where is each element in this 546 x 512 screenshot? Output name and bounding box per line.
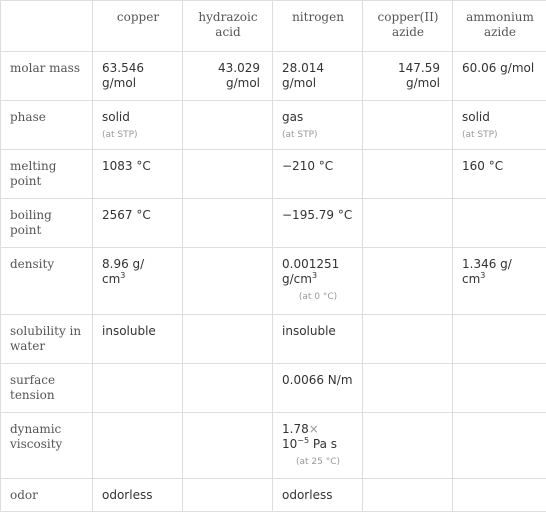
row-label: dynamic viscosity <box>1 413 93 479</box>
condition-note: (at STP) <box>102 128 174 143</box>
value-text: 8.96 g/ <box>102 257 144 271</box>
value-exponent: −5 <box>297 436 309 445</box>
value-text: 1.346 g/ <box>462 257 512 271</box>
unit-text: Pa s <box>309 437 337 451</box>
cell-copper-azide <box>363 101 453 150</box>
cell-hydrazoic-acid <box>183 364 273 413</box>
row-label: melting point <box>1 150 93 199</box>
cell-nitrogen: odorless <box>273 479 363 512</box>
unit-exponent: 3 <box>120 271 125 280</box>
unit-text: cm <box>102 272 120 286</box>
cell-nitrogen: insoluble <box>273 315 363 364</box>
header-corner <box>1 1 93 52</box>
cell-hydrazoic-acid <box>183 479 273 512</box>
header-ammonium-azide: ammonium azide <box>453 1 546 52</box>
row-label: odor <box>1 479 93 512</box>
cell-hydrazoic-acid <box>183 150 273 199</box>
value-base: 10 <box>282 437 297 451</box>
header-row <box>1 1 546 52</box>
cell-copper: 1083 °C <box>93 150 183 199</box>
cell-copper: insoluble <box>93 315 183 364</box>
cell-hydrazoic-acid <box>183 413 273 479</box>
cell-ammonium-azide: 60.06 g/mol <box>453 52 546 101</box>
cell-copper: 2567 °C <box>93 199 183 248</box>
cell-copper: odorless <box>93 479 183 512</box>
row-odor <box>1 479 546 512</box>
cell-copper-azide <box>363 479 453 512</box>
cell-nitrogen: 28.014 g/mol <box>273 52 363 101</box>
row-dynamic-viscosity <box>1 413 546 479</box>
row-surface-tension <box>1 364 546 413</box>
cell-hydrazoic-acid <box>183 248 273 315</box>
cell-nitrogen <box>273 101 363 150</box>
cell-copper-azide <box>363 248 453 315</box>
condition-note: (at STP) <box>282 128 354 143</box>
cell-copper-azide <box>363 150 453 199</box>
value-text: solid <box>102 110 130 124</box>
cell-copper-azide <box>363 364 453 413</box>
row-melting-point <box>1 150 546 199</box>
unit-exponent: 3 <box>480 271 485 280</box>
cell-copper-azide: 147.59 g/mol <box>363 52 453 101</box>
cell-nitrogen <box>273 413 363 479</box>
cell-copper-azide <box>363 413 453 479</box>
cell-nitrogen: 0.0066 N/m <box>273 364 363 413</box>
cell-hydrazoic-acid: 43.029 g/mol <box>183 52 273 101</box>
value-text: gas <box>282 110 303 124</box>
cell-hydrazoic-acid <box>183 101 273 150</box>
cell-copper <box>93 248 183 315</box>
cell-copper <box>93 101 183 150</box>
condition-note: (at 0 °C) <box>282 290 354 305</box>
cell-ammonium-azide <box>453 364 546 413</box>
row-label: surface tension <box>1 364 93 413</box>
row-label: molar mass <box>1 52 93 101</box>
value-text: solid <box>462 110 490 124</box>
cell-ammonium-azide <box>453 315 546 364</box>
cell-nitrogen <box>273 248 363 315</box>
cell-copper: 63.546 g/mol <box>93 52 183 101</box>
cell-ammonium-azide <box>453 199 546 248</box>
row-label: density <box>1 248 93 315</box>
value-text: 0.001251 g/cm <box>282 257 339 286</box>
cell-hydrazoic-acid <box>183 199 273 248</box>
cell-copper-azide <box>363 315 453 364</box>
header-nitrogen: nitrogen <box>273 1 363 52</box>
cell-copper <box>93 413 183 479</box>
cell-copper-azide <box>363 199 453 248</box>
row-density <box>1 248 546 315</box>
cell-ammonium-azide <box>453 248 546 315</box>
cell-ammonium-azide <box>453 413 546 479</box>
row-label: boiling point <box>1 199 93 248</box>
header-hydrazoic-acid: hydrazoic acid <box>183 1 273 52</box>
row-label: phase <box>1 101 93 150</box>
row-phase <box>1 101 546 150</box>
cell-hydrazoic-acid <box>183 315 273 364</box>
cell-ammonium-azide <box>453 479 546 512</box>
cell-ammonium-azide: 160 °C <box>453 150 546 199</box>
condition-note: (at 25 °C) <box>282 455 354 470</box>
condition-note: (at STP) <box>462 128 538 143</box>
row-molar-mass <box>1 52 546 101</box>
value-mantissa: 1.78 <box>282 422 309 436</box>
times-sign: × <box>309 422 319 436</box>
row-solubility <box>1 315 546 364</box>
cell-copper <box>93 364 183 413</box>
cell-nitrogen: −210 °C <box>273 150 363 199</box>
unit-exponent: 3 <box>312 271 317 280</box>
row-label: solubility in water <box>1 315 93 364</box>
header-copper-azide: copper(II) azide <box>363 1 453 52</box>
unit-text: cm <box>462 272 480 286</box>
cell-nitrogen: −195.79 °C <box>273 199 363 248</box>
header-copper: copper <box>93 1 183 52</box>
cell-ammonium-azide <box>453 101 546 150</box>
row-boiling-point <box>1 199 546 248</box>
